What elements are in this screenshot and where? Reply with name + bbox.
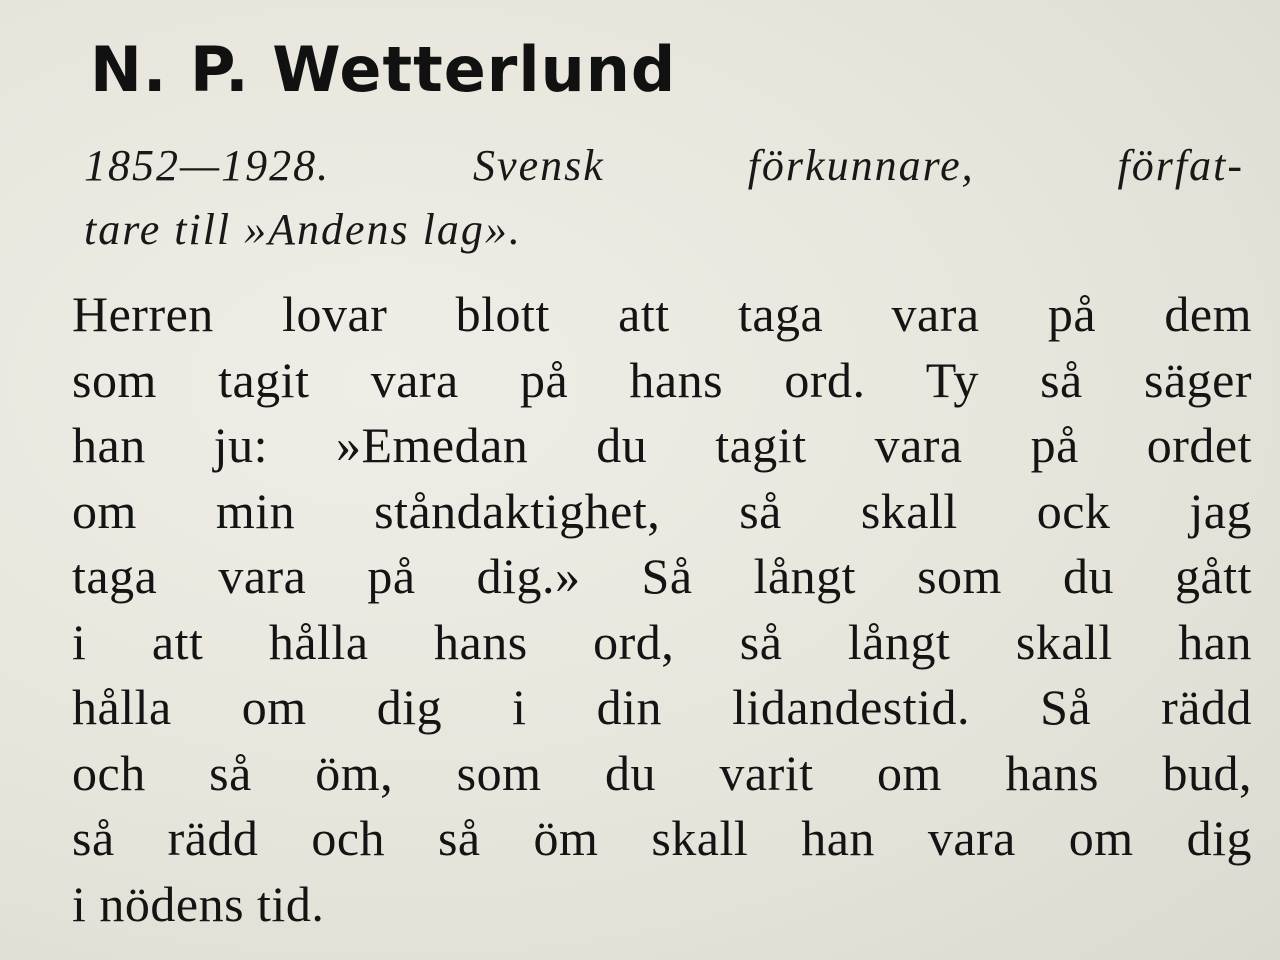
body-line: taga vara på dig.» Så långt som du gått xyxy=(72,548,1252,604)
subtitle-line: 1852—1928. Svensk förkunnare, förfat- xyxy=(84,141,1244,190)
body-line: han ju: »Emedan du tagit vara på ordet xyxy=(72,417,1252,473)
body-line: om min ståndaktighet, så skall ock jag xyxy=(72,482,1252,539)
body-line: hålla om dig i din lidandestid. Så rädd xyxy=(72,679,1252,735)
body-line: i nödens tid. xyxy=(72,875,325,932)
body-line: som tagit vara på hans ord. Ty så säger xyxy=(72,351,1252,408)
quote-body xyxy=(72,282,1252,937)
body-line: och så öm, som du varit om hans bud, xyxy=(72,744,1252,801)
author-heading: N. P. Wetterlund xyxy=(90,33,677,106)
author-subtitle xyxy=(84,134,1244,262)
body-line: i att hålla hans ord, så långt skall han xyxy=(72,613,1252,670)
body-line: så rädd och så öm skall han vara om dig xyxy=(72,810,1252,866)
subtitle-line: tare till »Andens lag». xyxy=(84,205,522,254)
body-line: Herren lovar blott att taga vara på dem xyxy=(72,286,1252,342)
